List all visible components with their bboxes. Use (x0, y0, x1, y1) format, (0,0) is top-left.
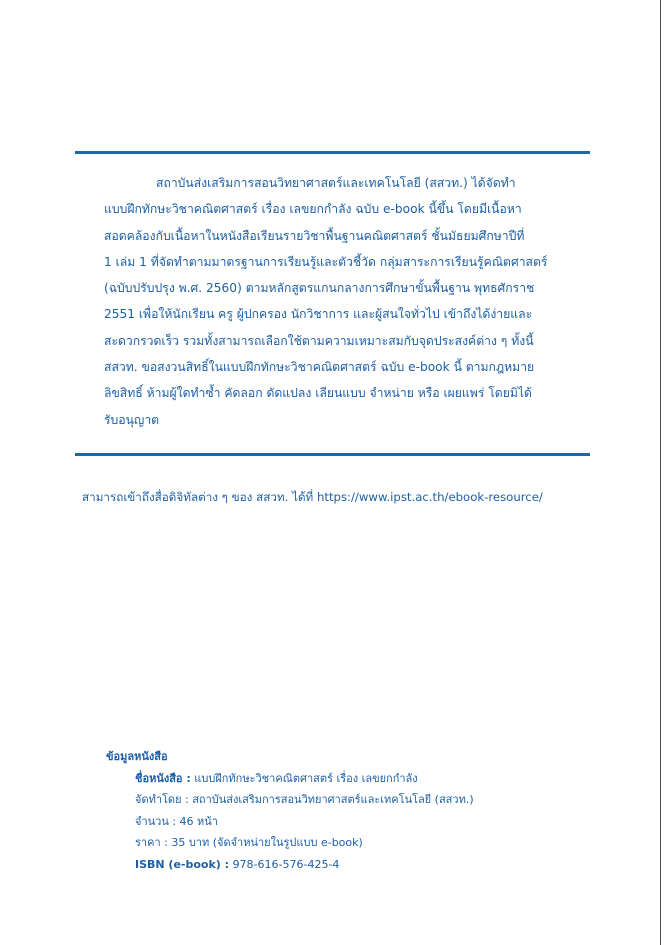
page-edge-line (660, 0, 661, 945)
book-info-row-price (106, 832, 474, 854)
intro-line: สอดคล้องกับเนื้อหาในหนังสือเรียนรายวิชาพื้นฐานคณิตศาสตร์ ชั้นมัธยมศึกษาปีที่ (104, 228, 525, 243)
book-info-label: จำนวน : (135, 814, 177, 828)
intro-line: 2551 เพื่อให้นักเรียน ครู ผู้ปกครอง นักวิชาการ และผู้สนใจทั่วไป เข้าถึงได้ง่ายและ (104, 307, 533, 322)
intro-line: ลิขสิทธิ์ ห้ามผู้ใดทำซ้ำ คัดลอก ดัดแปลง เลียนแบบ จำหน่าย หรือ เผยแพร่ โดยมิได้ (104, 386, 532, 401)
digital-media-access-link[interactable]: สามารถเข้าถึงสื่อดิจิทัลต่าง ๆ ของ สสวท. ได้ที่ https://www.ipst.ac.th/ebook-resource/ (82, 490, 543, 504)
book-info-section (106, 746, 474, 875)
book-info-label: ISBN (e-book) : (135, 857, 230, 871)
intro-line: แบบฝึกทักษะวิชาคณิตศาสตร์ เรื่อง เลขยกกำลัง ฉบับ e-book นี้ขึ้น โดยมีเนื้อหา (104, 202, 522, 217)
book-info-row-pages (106, 811, 474, 833)
book-info-label: จัดทำโดย : (135, 793, 189, 806)
book-info-row-publisher (106, 789, 474, 811)
intro-line: สสวท. ขอสงวนสิทธิ์ในแบบฝึกทักษะวิชาคณิตศาสตร์ ฉบับ e-book นี้ ตามกฎหมาย (104, 360, 535, 375)
book-info-title: ข้อมูลหนังสือ (106, 750, 168, 763)
book-info-value: สถาบันส่งเสริมการสอนวิทยาศาสตร์และเทคโนโลยี (สสวท.) (192, 793, 474, 806)
book-info-row-title (106, 768, 474, 790)
intro-line: รับอนุญาต (104, 412, 160, 427)
book-info-value: 46 หน้า (179, 814, 218, 828)
top-divider (75, 151, 590, 154)
intro-line: (ฉบับปรับปรุง พ.ศ. 2560) ตามหลักสูตรแกนกลางการศึกษาขั้นพื้นฐาน พุทธศักราช (104, 281, 535, 296)
book-info-value: แบบฝึกทักษะวิชาคณิตศาสตร์ เรื่อง เลขยกกำลัง (194, 771, 418, 785)
book-info-label: ชื่อหนังสือ : (135, 771, 191, 785)
book-info-value: 35 บาท (จัดจำหน่ายในรูปแบบ e-book) (171, 836, 363, 849)
intro-paragraph (104, 170, 560, 433)
book-info-label: ราคา : (135, 836, 168, 849)
intro-line: 1 เล่ม 1 ที่จัดทำตามมาตรฐานการเรียนรู้และตัวชี้วัด กลุ่มสาระการเรียนรู้คณิตศาสตร์ (104, 254, 548, 269)
book-info-value: 978-616-576-425-4 (232, 857, 340, 871)
intro-line: สะดวกรวดเร็ว รวมทั้งสามารถเลือกใช้ตามความเหมาะสมกับจุดประสงค์ต่าง ๆ ทั้งนี้ (104, 333, 534, 348)
book-info-row-isbn (106, 854, 474, 876)
bottom-divider (75, 453, 590, 456)
intro-line: สถาบันส่งเสริมการสอนวิทยาศาสตร์และเทคโนโลยี (สสวท.) ได้จัดทำ (156, 176, 516, 190)
